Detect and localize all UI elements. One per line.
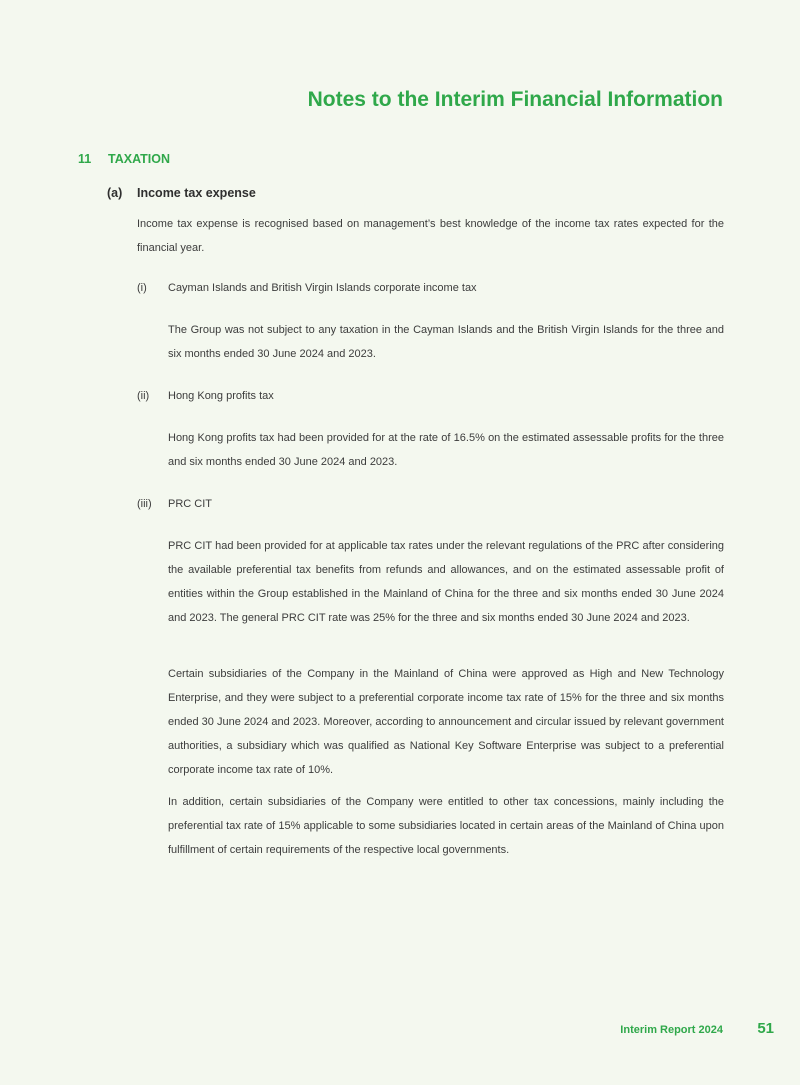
item-ii-paragraph: Hong Kong profits tax had been provided for at the rate of 16.5% on the estimated assessable profits for the three and six months ended 30 June 2024 and 2023. <box>168 432 724 468</box>
footer-report-name: Interim Report 2024 <box>620 1024 723 1036</box>
subsection-label: (a) <box>107 186 123 200</box>
item-iii-paragraph-2: Certain subsidiaries of the Company in the Mainland of China were approved as High and New Technology Enterprise, and they were subject to a preferential corporate income tax rate of 15% for the three and six months ended 30 June 2024 and 2023. Moreover, according to announcement and circular issued by relevant government authorities, a subsidiary which was qualified as National Key Software Enterprise was subject to a preferential corporate income tax rate of 10%. <box>168 668 724 776</box>
section-title: TAXATION <box>108 152 171 166</box>
item-i-label: (i) <box>137 282 147 294</box>
page-number: 51 <box>757 1020 774 1037</box>
item-iii-paragraph-1: PRC CIT had been provided for at applicable tax rates under the relevant regulations of the PRC after considering the available preferential tax benefits from refunds and allowances, and on the estimated assessable profit of entities within the Group established in the Mainland of China for the three and six months ended 30 June 2024 and 2023. The general PRC CIT rate was 25% for the three and six months ended 30 June 2024 and 2023. <box>168 540 724 624</box>
item-iii-heading <box>137 492 212 516</box>
item-ii-title: Hong Kong profits tax <box>168 390 274 402</box>
item-iii-paragraph-3: In addition, certain subsidiaries of the Company were entitled to other tax concessions, mainly including the preferential tax rate of 15% applicable to some subsidiaries located in certain areas of the Mainland of China upon fulfillment of certain requirements of the respective local governments. <box>168 796 724 856</box>
section-number: 11 <box>78 152 92 166</box>
item-i-paragraph: The Group was not subject to any taxation in the Cayman Islands and the British Virgin Islands for the three and six months ended 30 June 2024 and 2023. <box>168 324 724 360</box>
item-iii-title: PRC CIT <box>168 498 212 510</box>
subsection-intro: Income tax expense is recognised based on management’s best knowledge of the income tax rates expected for the financial year. <box>137 218 724 254</box>
item-ii-heading <box>137 384 274 408</box>
item-i-heading <box>137 276 477 300</box>
page-title: Notes to the Interim Financial Information <box>307 88 723 111</box>
section-heading <box>78 152 170 166</box>
item-iii-label: (iii) <box>137 498 152 510</box>
item-i-title: Cayman Islands and British Virgin Islands corporate income tax <box>168 282 477 294</box>
item-ii-label: (ii) <box>137 390 150 402</box>
subsection-title: Income tax expense <box>137 186 256 200</box>
subsection-heading <box>107 186 256 200</box>
